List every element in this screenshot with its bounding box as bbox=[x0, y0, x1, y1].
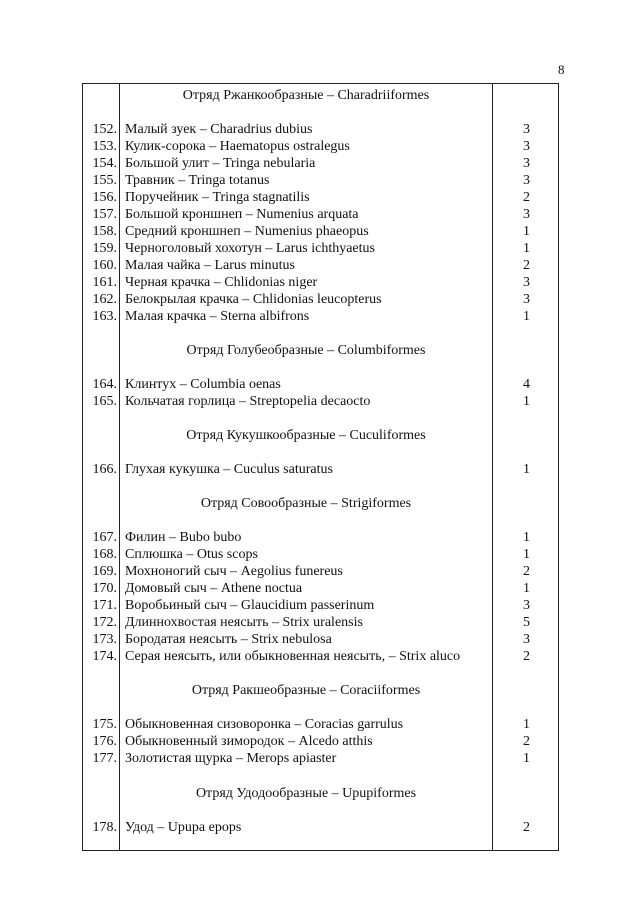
category-value: 2 bbox=[523, 258, 530, 273]
row-number: 176. bbox=[92, 734, 117, 749]
species-name: Филин – Bubo bubo bbox=[125, 530, 242, 545]
category-value: 1 bbox=[523, 581, 530, 596]
category-value: 1 bbox=[523, 394, 530, 409]
row-number: 168. bbox=[92, 547, 117, 562]
row-number: 173. bbox=[92, 632, 117, 647]
row-number: 159. bbox=[92, 241, 117, 256]
species-name: Бородатая неясыть – Strix nebulosa bbox=[125, 632, 332, 647]
row-number: 156. bbox=[92, 190, 117, 205]
category-value: 2 bbox=[523, 564, 530, 579]
category-value: 3 bbox=[523, 156, 530, 171]
category-value: 1 bbox=[523, 224, 530, 239]
table-row bbox=[83, 291, 560, 308]
page-number: 8 bbox=[558, 62, 565, 77]
category-value: 5 bbox=[523, 615, 530, 630]
species-name: Удод – Upupa epops bbox=[125, 820, 242, 835]
table-row bbox=[83, 750, 560, 767]
category-value: 1 bbox=[523, 547, 530, 562]
row-number: 167. bbox=[92, 530, 117, 545]
category-value: 3 bbox=[523, 292, 530, 307]
table-row bbox=[83, 155, 560, 172]
row-number: 175. bbox=[92, 717, 117, 732]
table-row bbox=[83, 240, 560, 257]
row-number: 171. bbox=[92, 598, 117, 613]
table-row bbox=[83, 138, 560, 155]
table-row bbox=[83, 274, 560, 291]
table-row bbox=[83, 819, 560, 836]
row-number: 172. bbox=[92, 615, 117, 630]
order-heading: Отряд Совообразные – Strigiformes bbox=[200, 496, 412, 511]
table-row bbox=[83, 563, 560, 580]
row-number: 178. bbox=[92, 820, 117, 835]
order-heading: Отряд Голубеобразные – Columbiformes bbox=[186, 343, 426, 358]
category-value: 1 bbox=[523, 530, 530, 545]
category-value: 2 bbox=[523, 734, 530, 749]
species-name: Клинтух – Columbia oenas bbox=[125, 377, 281, 392]
species-name: Воробьиный сыч – Glaucidium passerinum bbox=[125, 598, 375, 613]
category-value: 2 bbox=[523, 649, 530, 664]
species-name: Черная крачка – Chlidonias niger bbox=[125, 275, 318, 290]
category-value: 3 bbox=[523, 632, 530, 647]
order-heading: Отряд Кукушкообразные – Cuculiformes bbox=[186, 428, 426, 443]
table-row bbox=[83, 308, 560, 325]
category-value: 2 bbox=[523, 820, 530, 835]
table-row bbox=[83, 376, 560, 393]
order-heading: Отряд Ржанкообразные – Charadriiformes bbox=[182, 88, 430, 103]
category-value: 1 bbox=[523, 717, 530, 732]
species-name: Обыкновенная сизоворонка – Coracias garrulus bbox=[125, 717, 404, 732]
category-value: 3 bbox=[523, 122, 530, 137]
species-name: Большой кроншнеп – Numenius arquata bbox=[125, 207, 359, 222]
species-name: Поручейник – Tringa stagnatilis bbox=[125, 190, 310, 205]
table-row bbox=[83, 614, 560, 631]
category-value: 4 bbox=[523, 377, 530, 392]
species-name: Серая неясыть, или обыкновенная неясыть, – Strix aluco bbox=[125, 649, 461, 664]
row-number: 153. bbox=[92, 139, 117, 154]
row-number: 155. bbox=[92, 173, 117, 188]
table-row bbox=[83, 580, 560, 597]
species-name: Кольчатая горлица – Streptopelia decaocto bbox=[125, 394, 371, 409]
row-number: 164. bbox=[92, 377, 117, 392]
table-row bbox=[83, 257, 560, 274]
table-row bbox=[83, 546, 560, 563]
species-name: Средний кроншнеп – Numenius phaeopus bbox=[125, 224, 369, 239]
species-name: Мохноногий сыч – Aegolius funereus bbox=[125, 564, 343, 579]
table-row bbox=[83, 631, 560, 648]
row-number: 157. bbox=[92, 207, 117, 222]
species-name: Травник – Tringa totanus bbox=[125, 173, 270, 188]
table-row bbox=[83, 648, 560, 665]
species-name: Черноголовый хохотун – Larus ichthyaetus bbox=[125, 241, 375, 256]
table-row bbox=[83, 461, 560, 478]
table-row bbox=[83, 206, 560, 223]
row-number: 161. bbox=[92, 275, 117, 290]
species-name: Обыкновенный зимородок – Alcedo atthis bbox=[125, 734, 373, 749]
species-name: Золотистая щурка – Merops apiaster bbox=[125, 751, 337, 766]
table-row bbox=[83, 529, 560, 546]
category-value: 1 bbox=[523, 462, 530, 477]
category-value: 1 bbox=[523, 241, 530, 256]
row-number: 154. bbox=[92, 156, 117, 171]
row-number: 169. bbox=[92, 564, 117, 579]
species-name: Большой улит – Tringa nebularia bbox=[125, 156, 316, 171]
table-row bbox=[83, 189, 560, 206]
species-name: Малая крачка – Sterna albifrons bbox=[125, 309, 310, 324]
table-row bbox=[83, 733, 560, 750]
category-value: 2 bbox=[523, 190, 530, 205]
category-value: 3 bbox=[523, 598, 530, 613]
category-value: 3 bbox=[523, 207, 530, 222]
row-number: 166. bbox=[92, 462, 117, 477]
table-row bbox=[83, 393, 560, 410]
row-number: 152. bbox=[92, 122, 117, 137]
species-name: Малый зуек – Charadrius dubius bbox=[125, 122, 313, 137]
row-number: 165. bbox=[92, 394, 117, 409]
species-name: Длиннохвостая неясыть – Strix uralensis bbox=[125, 615, 363, 630]
row-number: 163. bbox=[92, 309, 117, 324]
order-heading: Отряд Удодообразные – Upupiformes bbox=[195, 786, 417, 801]
species-name: Сплюшка – Otus scops bbox=[125, 547, 258, 562]
row-number: 162. bbox=[92, 292, 117, 307]
row-number: 170. bbox=[92, 581, 117, 596]
row-number: 160. bbox=[92, 258, 117, 273]
category-value: 3 bbox=[523, 139, 530, 154]
table-row bbox=[83, 121, 560, 138]
species-name: Кулик-сорока – Haematopus ostralegus bbox=[125, 139, 350, 154]
category-value: 1 bbox=[523, 309, 530, 324]
row-number: 177. bbox=[92, 751, 117, 766]
row-number: 174. bbox=[92, 649, 117, 664]
table-row bbox=[83, 597, 560, 614]
species-name: Домовый сыч – Athene noctua bbox=[125, 581, 303, 596]
order-heading: Отряд Ракшеобразные – Coraciiformes bbox=[191, 683, 421, 698]
species-name: Белокрылая крачка – Chlidonias leucopterus bbox=[125, 292, 382, 307]
table-row bbox=[83, 716, 560, 733]
species-name: Малая чайка – Larus minutus bbox=[125, 258, 295, 273]
table-row bbox=[83, 223, 560, 240]
category-value: 3 bbox=[523, 275, 530, 290]
species-name: Глухая кукушка – Cuculus saturatus bbox=[125, 462, 333, 477]
category-value: 1 bbox=[523, 751, 530, 766]
species-table bbox=[82, 83, 559, 851]
category-value: 3 bbox=[523, 173, 530, 188]
table-row bbox=[83, 172, 560, 189]
row-number: 158. bbox=[92, 224, 117, 239]
